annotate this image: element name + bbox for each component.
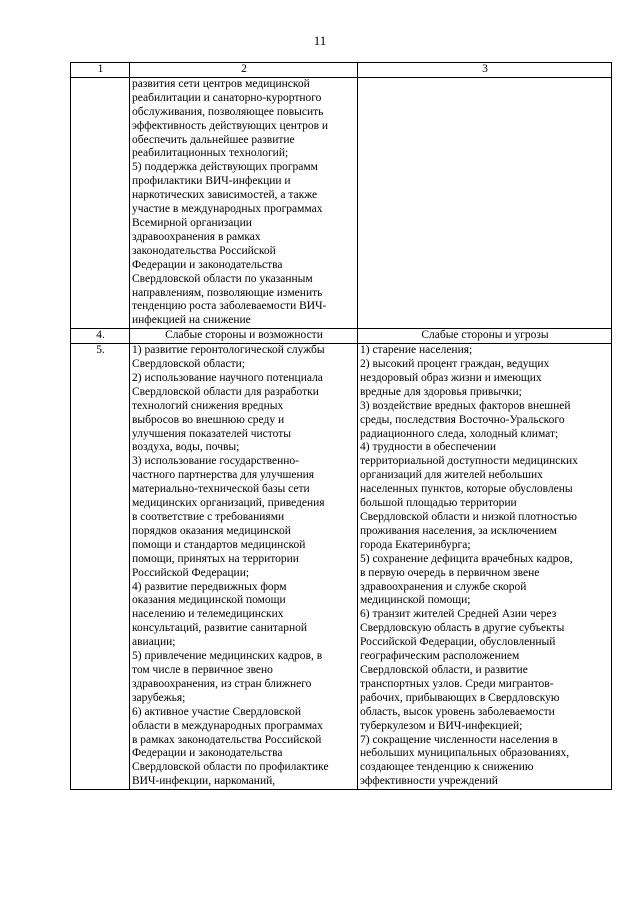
table-header-row <box>71 63 612 78</box>
table-row-5 <box>71 344 612 790</box>
header-col-3: 3 <box>358 63 612 78</box>
row-continued-num <box>71 77 130 328</box>
swot-table <box>70 62 612 790</box>
table-row-continued <box>71 77 612 328</box>
row-continued-strengths-text: развития сети центров медицинской реабилитации и санаторно-курортного обслуживания, позволяющее повысить эффективность действующих центров и обеспечить дальнейшее развитие реабилитационных технологий; 5) поддержка действующих программ профилактики ВИЧ-инфекции и наркотических зависимостей, а также участие в международных программах Всемирной организации здравоохранения в рамках законодательства Российской Федерации и законодательства Свердловской области по указанным направлениям, позволяющие изменить тенденцию роста заболеваемости ВИЧ- инфекцией на снижение <box>130 77 358 328</box>
row-4-heading-opportunities: Слабые стороны и возможности <box>130 329 358 344</box>
row-4-heading-threats: Слабые стороны и угрозы <box>358 329 612 344</box>
row-5-num: 5. <box>71 344 130 790</box>
table-row-4 <box>71 329 612 344</box>
header-col-2: 2 <box>130 63 358 78</box>
header-col-1: 1 <box>71 63 130 78</box>
row-continued-col3 <box>358 77 612 328</box>
row-5-threats-text: 1) старение населения; 2) высокий процент граждан, ведущих нездоровый образ жизни и имеющих вредные для здоровья привычки; 3) воздействие вредных факторов внешней среды, последствия Восточно-Уральского радиационного следа, холодный климат; 4) трудности в обеспечении территориальной доступности медицинских организаций для жителей небольших населенных пунктов, которые обусловлены большой площадью территории Свердловской области и низкой плотностью проживания населения, за исключением города Екатеринбурга; 5) сохранение дефицита врачебных кадров, в первую очередь в первичном звене здравоохранения и службе скорой медицинской помощи; 6) транзит жителей Средней Азии через Свердловскую область в другие субъекты Российской Федерации, обусловленный географическим расположением Свердловской области, и развитие транспортных узлов. Среди мигрантов- рабочих, прибывающих в Свердловскую область, высок уровень заболеваемости туберкулезом и ВИЧ-инфекцией; 7) сокращение численности населения в небольших муниципальных образованиях, создающее тенденцию к снижению эффективности учреждений <box>358 344 612 790</box>
page-number: 11 <box>313 33 327 48</box>
row-5-opportunities-text: 1) развитие геронтологической службы Свердловской области; 2) использование научного потенциала Свердловской области для разработки технологий снижения вредных выбросов во внешнюю среду и улучшения показателей чистоты воздуха, воды, почвы; 3) использование государственно- частного партнерства для улучшения материально-технической базы сети медицинских организаций, приведения в соответствие с требованиями порядков оказания медицинской помощи и стандартов медицинской помощи, принятых на территории Российской Федерации; 4) развитие передвижных форм оказания медицинской помощи населению и телемедицинских консультаций, развитие санитарной авиации; 5) привлечение медицинских кадров, в том числе в первичное звено здравоохранения, из стран ближнего зарубежья; 6) активное участие Свердловской области в международных программах в рамках законодательства Российской Федерации и законодательства Свердловской области по профилактике ВИЧ-инфекции, наркоманий, <box>130 344 358 790</box>
row-4-num: 4. <box>71 329 130 344</box>
